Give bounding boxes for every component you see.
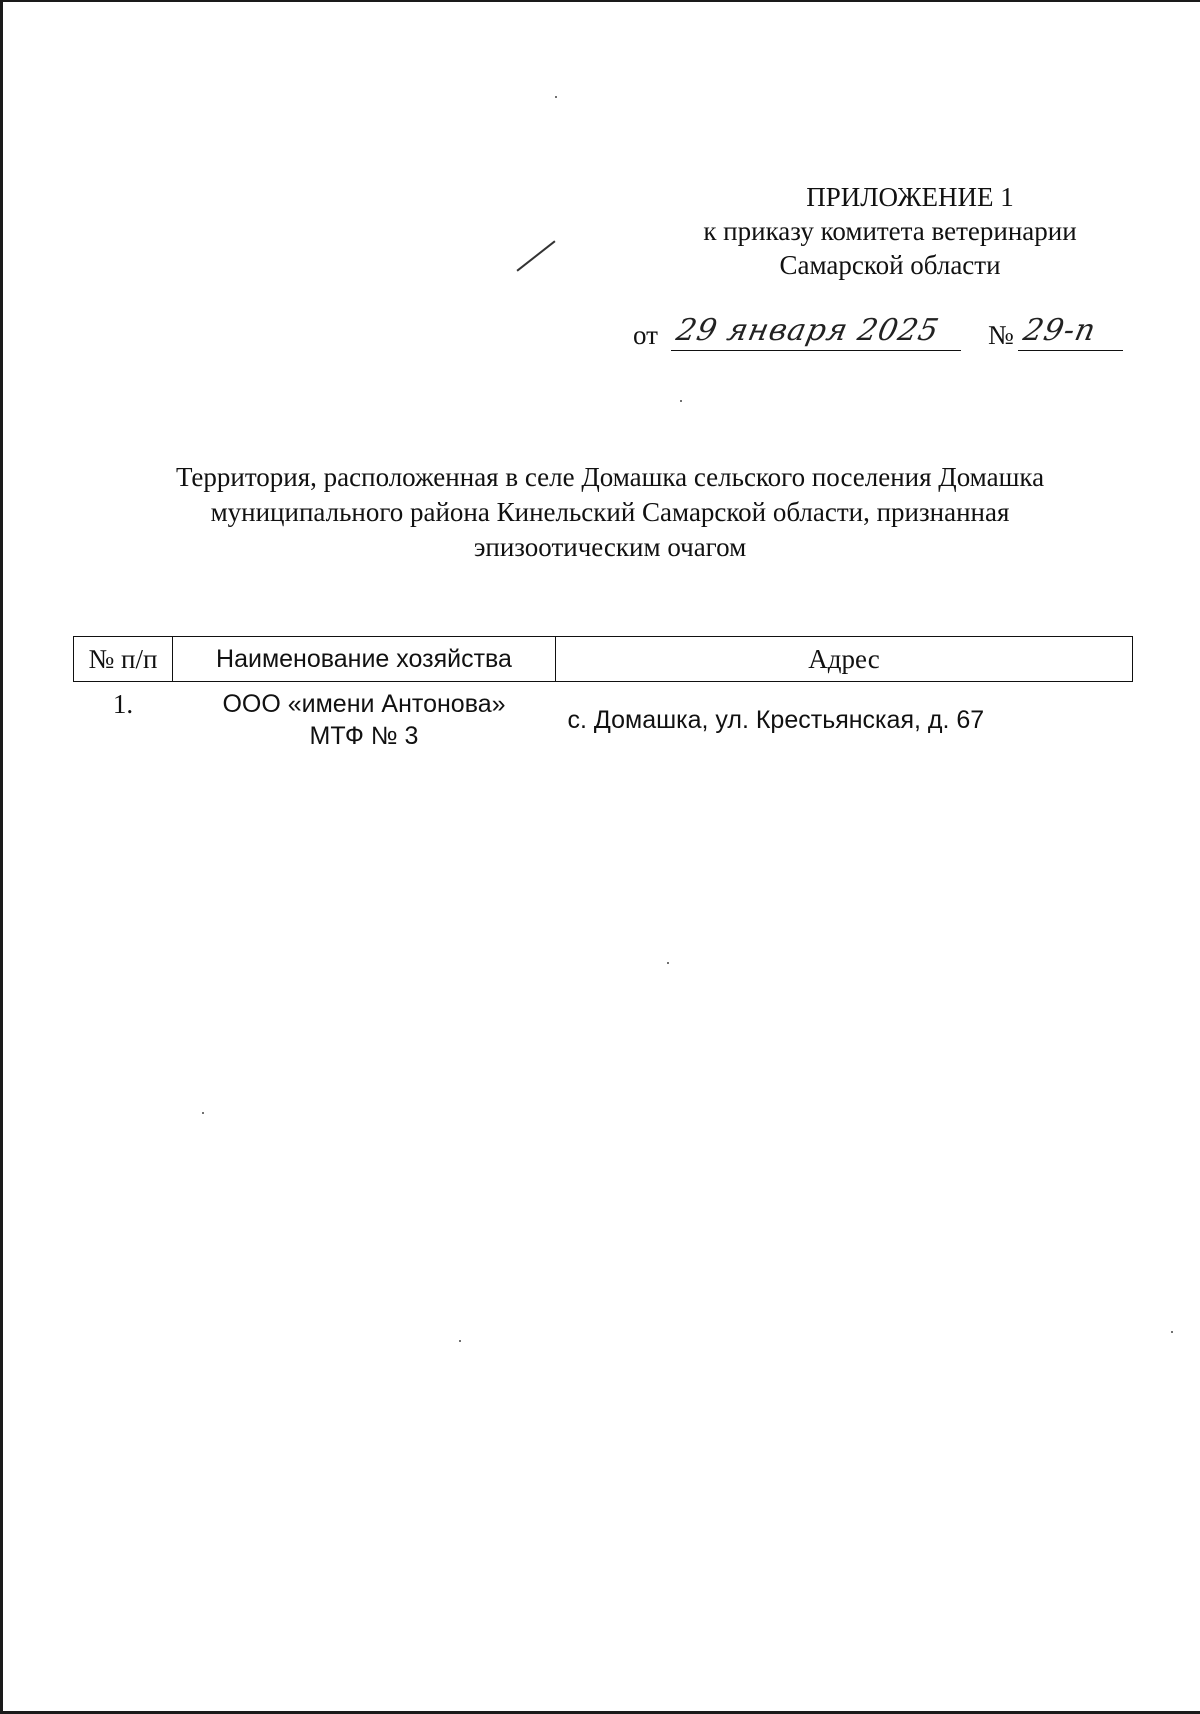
row-number: 1. bbox=[112, 689, 134, 719]
pen-stroke-mark bbox=[516, 240, 555, 271]
annex-title: ПРИЛОЖЕНИЕ 1 bbox=[806, 182, 1014, 212]
row-address: с. Домашка, ул. Крестьянская, д. 67 bbox=[567, 706, 985, 734]
annex-line-2: Самарской области bbox=[779, 250, 1001, 280]
page-border-top bbox=[0, 0, 1200, 2]
scan-speck bbox=[680, 400, 682, 402]
scan-speck bbox=[1171, 1331, 1173, 1333]
scan-speck bbox=[667, 962, 669, 964]
order-date-prefix: от bbox=[633, 320, 658, 350]
page-border-left bbox=[0, 0, 3, 1714]
annex-header bbox=[640, 180, 1140, 282]
scan-speck bbox=[459, 1340, 461, 1342]
header-address: Адрес bbox=[556, 637, 1133, 682]
table-header-row bbox=[74, 637, 1133, 682]
annex-line-1: к приказу комитета ветеринарии bbox=[703, 216, 1077, 246]
handwritten-date: 29 января 2025 bbox=[673, 313, 943, 348]
document-title: Территория, расположенная в селе Домашка сельского поселения Домашка муниципального района Кинельский Самарской области, признанная эпизоотическим очагом bbox=[175, 462, 1045, 562]
table-row bbox=[74, 682, 1133, 753]
row-farm-name bbox=[173, 682, 556, 753]
row-farm-name-line-1: ООО «имени Антонова» bbox=[222, 690, 506, 718]
header-number: № п/п bbox=[74, 637, 173, 682]
handwritten-number: 29-п bbox=[1020, 313, 1100, 348]
order-number-field bbox=[1018, 312, 1123, 351]
scan-speck bbox=[202, 1112, 204, 1114]
order-line bbox=[633, 312, 1133, 356]
row-farm-name-line-2: МТФ № 3 bbox=[309, 722, 419, 750]
farm-table bbox=[73, 636, 1133, 752]
order-number-sign: № bbox=[988, 320, 1014, 350]
order-date-field bbox=[671, 312, 961, 351]
header-farm-name: Наименование хозяйства bbox=[173, 637, 556, 682]
scan-speck bbox=[555, 96, 557, 98]
